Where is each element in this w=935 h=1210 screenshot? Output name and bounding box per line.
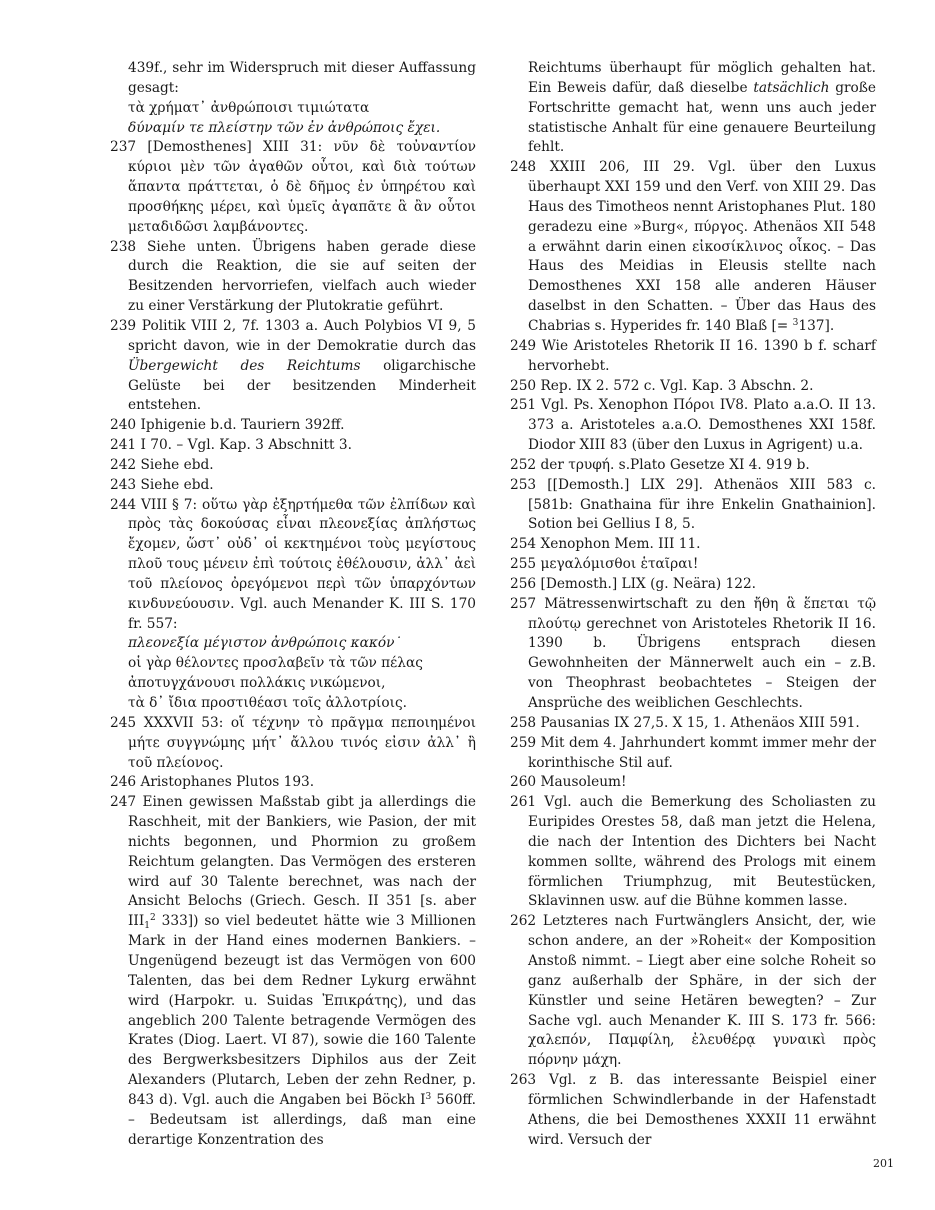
footnote-number: 256	[510, 575, 537, 592]
footnote-number: 242	[110, 456, 137, 473]
footnote-256: 256 [Demosth.] LIX (g. Neära) 122.	[510, 575, 757, 592]
footnote-number: 250	[510, 377, 537, 394]
right-column	[510, 59, 876, 1150]
footnote-number: 251	[510, 397, 537, 414]
footnote-252: 252 der τρυφή. s.Plato Gesetze XI 4. 919 b.	[510, 456, 810, 473]
footnote-number: 249	[510, 337, 537, 354]
footnote-261: 261 Vgl. auch die Bemerkung des Scholiasten zu Euripides Orestes 58, daß man jetzt die Helena, die nach der Intention des Dichters bei Nacht kommen sollte, während des Prologs mit einem förmlichen Triumphzug, mit Beutestücken, Sklavinnen usw. auf die Bühne kommen lasse.	[510, 794, 876, 910]
footnote-number: 262	[510, 913, 537, 930]
footnote-number: 240	[110, 417, 137, 434]
footnote-244: 244 VIII § 7: οὕτω γὰρ ἐξηρτήμεθα τῶν ἐλπίδων καὶ πρὸς τὰς δοκούσας εἶναι πλεονεξίας ἀπλήστως ἔχομεν, ὥστ᾽ οὐδ᾽ οἱ κεκτημένοι τοὺς μεγίστους πλοῦ τους μένειν ἐπὶ τούτοις ἐθέλουσιν, ἀλλ᾽ ἀεὶ τοῦ πλείονος ὀρεγόμενοι περὶ τῶν ὑπαρχόντων κινδυνεύουσιν. Vgl. auch Menander K. III S. 170 fr. 557: πλεονεξία μέγιστον ἀνθρώποις κακόν˙ οἱ γὰρ θέλοντες προσλαβεῖν τὰ τῶν πέλας ἀποτυγχάνουσι πολλάκις νικώμενοι, τὰ δ᾽ ἴδια προστιθέασι τοῖς ἀλλοτρίοις.	[110, 496, 476, 711]
footnote-238: 238 Siehe unten. Übrigens haben gerade diese durch die Reaktion, die sie auf seiten der Besitzenden hervorriefen, vielfach auch wieder zu einer Verstärkung der Plutokratie geführt.	[110, 238, 476, 315]
page-number: 201	[873, 1157, 894, 1170]
footnote-258: 258 Pausanias IX 27,5. X 15, 1. Athenäos XIII 591.	[510, 714, 860, 731]
footnote-number: 247	[110, 794, 137, 811]
footnote-257: 257 Mätressenwirtschaft zu den ἤθη ἃ ἕπεται τῷ πλούτῳ gerechnet von Aristoteles Rhetorik II 16. 1390 b. Übrigens entsprach diesen Gewohnheiten der Männerwelt auch ein – z.B. von Theophrast beobachtetes – Steigen der Ansprüche des weiblichen Geschlechts.	[510, 595, 876, 711]
footnote-240: 240 Iphigenie b.d. Tauriern 392ff.	[110, 417, 345, 434]
footnote-239: 239 Politik VIII 2, 7f. 1303 a. Auch Polybios VI 9, 5 spricht davon, wie in der Demokratie durch das Übergewicht des Reichtums oligarchische Gelüste bei der besitzenden Minderheit entstehen.	[110, 317, 476, 414]
footnote-number: 254	[510, 536, 537, 553]
footnote-number: 245	[110, 714, 137, 731]
note-continuation: 439f., sehr im Widerspruch mit dieser Auffassung gesagt: τὰ χρήματ᾽ ἀνθρώποισι τιμιώτατα δύναμίν τε πλείστην τῶν ἐν ἀνθρώποις ἔχει.	[128, 60, 476, 136]
footnote-number: 239	[110, 317, 137, 334]
footnote-259: 259 Mit dem 4. Jahrhundert kommt immer mehr der korinthische Stil auf.	[510, 734, 877, 771]
footnote-251: 251 Vgl. Ps. Xenophon Πόροι IV8. Plato a.a.O. II 13. 373 a. Aristoteles a.a.O. Demosthenes XXI 158f. Diodor XIII 83 (über den Luxus in Agrigent) u.a.	[510, 397, 876, 454]
left-column	[110, 59, 476, 1150]
footnote-262: 262 Letzteres nach Furtwänglers Ansicht, der, wie schon andere, an der »Roheit« der Komposition Anstoß nimmt. – Liegt aber eine solche Roheit so ganz außerhalb der Sphäre, in der sich der Künstler und seine Hetären bewegten? – Zur Sache vgl. auch Menander K. III S. 173 fr. 566: χαλεπόν, Παμφίλη, ἐλευθέρᾳ γυναικὶ πρὸς πόρνην μάχη.	[510, 913, 876, 1069]
footnote-number: 238	[110, 238, 137, 255]
footnote-number: 259	[510, 734, 537, 751]
footnote-243: 243 Siehe ebd.	[110, 476, 214, 493]
footnote-number: 248	[510, 159, 537, 176]
footnote-247-continuation: Reichtums überhaupt für möglich gehalten hat. Ein Beweis dafür, daß dieselbe tatsächlich große Fortschritte gemacht hat, wenn uns auch jeder statistische Anhalt für eine genauere Beurteilung fehlt.	[528, 60, 876, 156]
footnote-number: 258	[510, 714, 537, 731]
footnote-253: 253 [[Demosth.] LIX 29]. Athenäos XIII 583 c. [581b: Gnathaina für ihre Enkelin Gnathainion]. Sotion bei Gellius I 8, 5.	[510, 476, 876, 533]
footnote-number: 244	[110, 496, 137, 513]
footnote-number: 257	[510, 595, 537, 612]
footnote-number: 260	[510, 774, 537, 791]
footnote-237: 237 [Demosthenes] XIII 31: νῦν δὲ τοὐναντίον κύριοι μὲν τῶν ἀγαθῶν οὗτοι, καὶ διὰ τούτων ἅπαντα πράττεται, ὁ δὲ δῆμος ἐν ὑπηρέτου καὶ προσθήκης μέρει, καὶ ὑμεῖς ἀγαπᾶτε ἃ ἂν οὗτοι μεταδιδῶσι λαμβάνοντες.	[110, 139, 476, 235]
quoted-verse-line: πλεονεξία μέγιστον ἀνθρώποις κακόν˙	[128, 635, 402, 652]
quoted-verse-line: τὰ δ᾽ ἴδια προστιθέασι τοῖς ἀλλοτρίοις.	[128, 695, 408, 711]
quoted-verse-line: τὰ χρήματ᾽ ἀνθρώποισι τιμιώτατα	[128, 99, 370, 116]
footnote-263: 263 Vgl. z B. das interessante Beispiel einer förmlichen Schwindlerbande in der Hafenstadt Athens, die bei Demosthenes XXXII 11 erwähnt wird. Versuch der	[510, 1072, 876, 1148]
footnote-number: 263	[510, 1072, 537, 1089]
footnote-249: 249 Wie Aristoteles Rhetorik II 16. 1390 b f. scharf hervorhebt.	[510, 337, 876, 374]
footnote-245: 245 XXXVII 53: οἵ τέχνην τὸ πρᾶγμα πεποιημένοι μήτε συγγνώμης μήτ᾽ ἄλλου τινός εἰσιν ἀλλ᾽ ἢ τοῦ πλείονος.	[110, 714, 476, 771]
quoted-verse-line: ἀποτυγχάνουσι πολλάκις νικώμενοι,	[128, 675, 386, 692]
footnote-number: 252	[510, 456, 537, 473]
footnote-number: 241	[110, 437, 137, 454]
footnote-242: 242 Siehe ebd.	[110, 456, 214, 473]
footnote-number: 253	[510, 476, 537, 493]
footnote-254: 254 Xenophon Mem. III 11.	[510, 536, 701, 553]
footnote-247: 247 Einen gewissen Maßstab gibt ja allerdings die Raschheit, mit der Bankiers, wie Pasion, der mit nichts begonnen, und Phormion zu großem Reichtum gelangten. Das Vermögen des ersteren wird auf 30 Talente berechnet, was nach der Ansicht Belochs (Griech. Gesch. II 351 [s. aber $III_1^2$ 333]) so viel bedeutet hätte wie 3 Millionen Mark in der Hand eines modernen Bankiers. – Ungenügend bezeugt ist das Vermögen von 600 Talenten, das bei dem Redner Lykurg erwähnt wird (Harpokr. u. Suidas Ἐπικράτης), und das angeblich 200 Talente betragende Vermögen des Krates (Diog. Laert. VI 87), sowie die 160 Talente des Bergwerksbesitzers Diphilos aus der Zeit Alexanders (Plutarch, Leben der zehn Redner, p. 843 d). Vgl. auch die Angaben bei Böckh $I^3$ 560ff. – Bedeutsam ist allerdings, daß man eine derartige Konzentration des	[110, 794, 477, 1148]
footnote-246: 246 Aristophanes Plutos 193.	[110, 774, 315, 791]
quoted-verse-line: δύναμίν τε πλείστην τῶν ἐν ἀνθρώποις ἔχει.	[128, 119, 441, 136]
footnote-number: 243	[110, 476, 137, 493]
quoted-verse-line: οἱ γὰρ θέλοντες προσλαβεῖν τὰ τῶν πέλας	[128, 655, 423, 672]
footnote-number: 246	[110, 774, 137, 791]
footnote-255: 255 μεγαλόμισθοι ἑταῖραι!	[510, 556, 699, 573]
footnote-number: 237	[110, 139, 137, 156]
footnote-260: 260 Mausoleum!	[510, 774, 627, 791]
footnote-number: 255	[510, 556, 537, 573]
footnote-248: 248 XXIII 206, III 29. Vgl. über den Luxus überhaupt XXI 159 und den Verf. von XIII 29. Das Haus des Timotheos nennt Aristophanes Plut. 180 geradezu eine »Burg«, πύργος. Athenäos XII 548 a erwähnt darin einen εἰκοσίκλινος οἶκος. – Das Haus des Meidias in Eleusis stellte nach Demosthenes XXI 158 alle anderen Häuser daselbst in den Schatten. – Über das Haus des Chabrias s. Hyperides fr. 140 Blaß [= $^3$137].	[510, 159, 877, 334]
footnote-number: 261	[510, 794, 537, 811]
footnote-241: 241 I 70. – Vgl. Kap. 3 Abschnitt 3.	[110, 437, 352, 454]
footnote-250: 250 Rep. IX 2. 572 c. Vgl. Kap. 3 Abschn. 2.	[510, 377, 814, 394]
